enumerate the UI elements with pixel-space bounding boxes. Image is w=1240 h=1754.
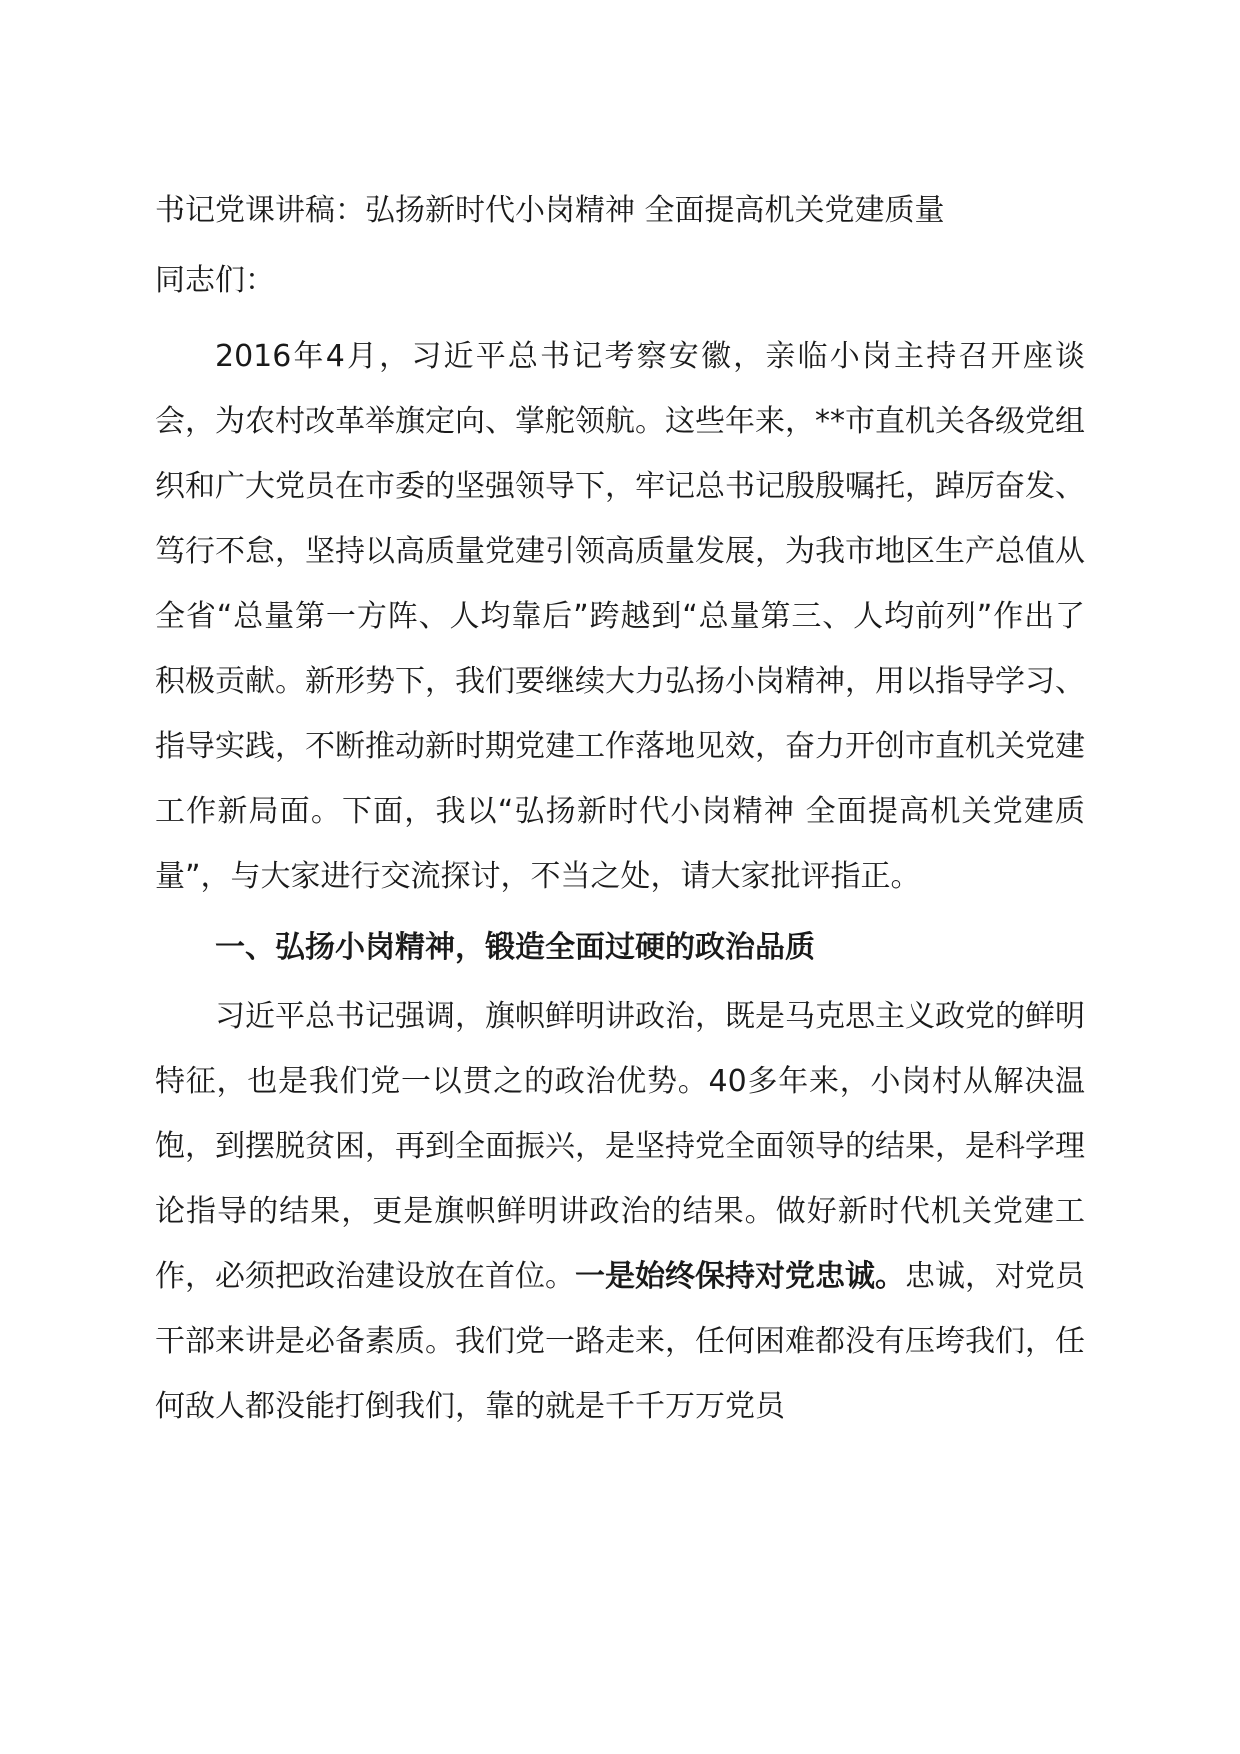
paragraph-section-1 (155, 984, 1085, 1439)
paragraph-section-1-text-b: 忠诚，对党员干部来讲是必备素质。我们党一路走来，任何困难都没有压垮我们，任何敌人都没能打倒我们，靠的就是千千万万党员 (155, 1259, 1085, 1424)
paragraph-section-1-bold-point: 一是始终保持对党忠诚。 (575, 1259, 905, 1294)
document-body (155, 186, 1085, 1445)
salutation: 同志们： (155, 263, 275, 298)
document-title: 书记党课讲稿：弘扬新时代小岗精神 全面提高机关党建质量 (155, 193, 945, 228)
section-heading-1: 一、弘扬小岗精神，锻造全面过硬的政治品质 (215, 930, 815, 965)
paragraph-intro: 2016年4月，习近平总书记考察安徽，亲临小岗主持召开座谈会，为农村改革举旗定向、掌舵领航。这些年来，**市直机关各级党组织和广大党员在市委的坚强领导下，牢记总书记殷殷嘱托，踔厉奋发、笃行不怠，坚持以高质量党建引领高质量发展，为我市地区生产总值从全省“总量第一方阵、人均靠后”跨越到“总量第三、人均前列”作出了积极贡献。新形势下，我们要继续大力弘扬小岗精神，用以指导学习、指导实践，不断推动新时期党建工作落地见效，奋力开创市直机关党建工作新局面。下面，我以“弘扬新时代小岗精神 全面提高机关党建质量”，与大家进行交流探讨，不当之处，请大家批评指正。 (155, 339, 1085, 894)
paragraph-section-1-text-a: 习近平总书记强调，旗帜鲜明讲政治，既是马克思主义政党的鲜明特征，也是我们党一以贯之的政治优势。40多年来，小岗村从解决温饱，到摆脱贫困，再到全面振兴，是坚持党全面领导的结果，是科学理论指导的结果，更是旗帜鲜明讲政治的结果。做好新时代机关党建工作，必须把政治建设放在首位。 (155, 999, 1085, 1294)
